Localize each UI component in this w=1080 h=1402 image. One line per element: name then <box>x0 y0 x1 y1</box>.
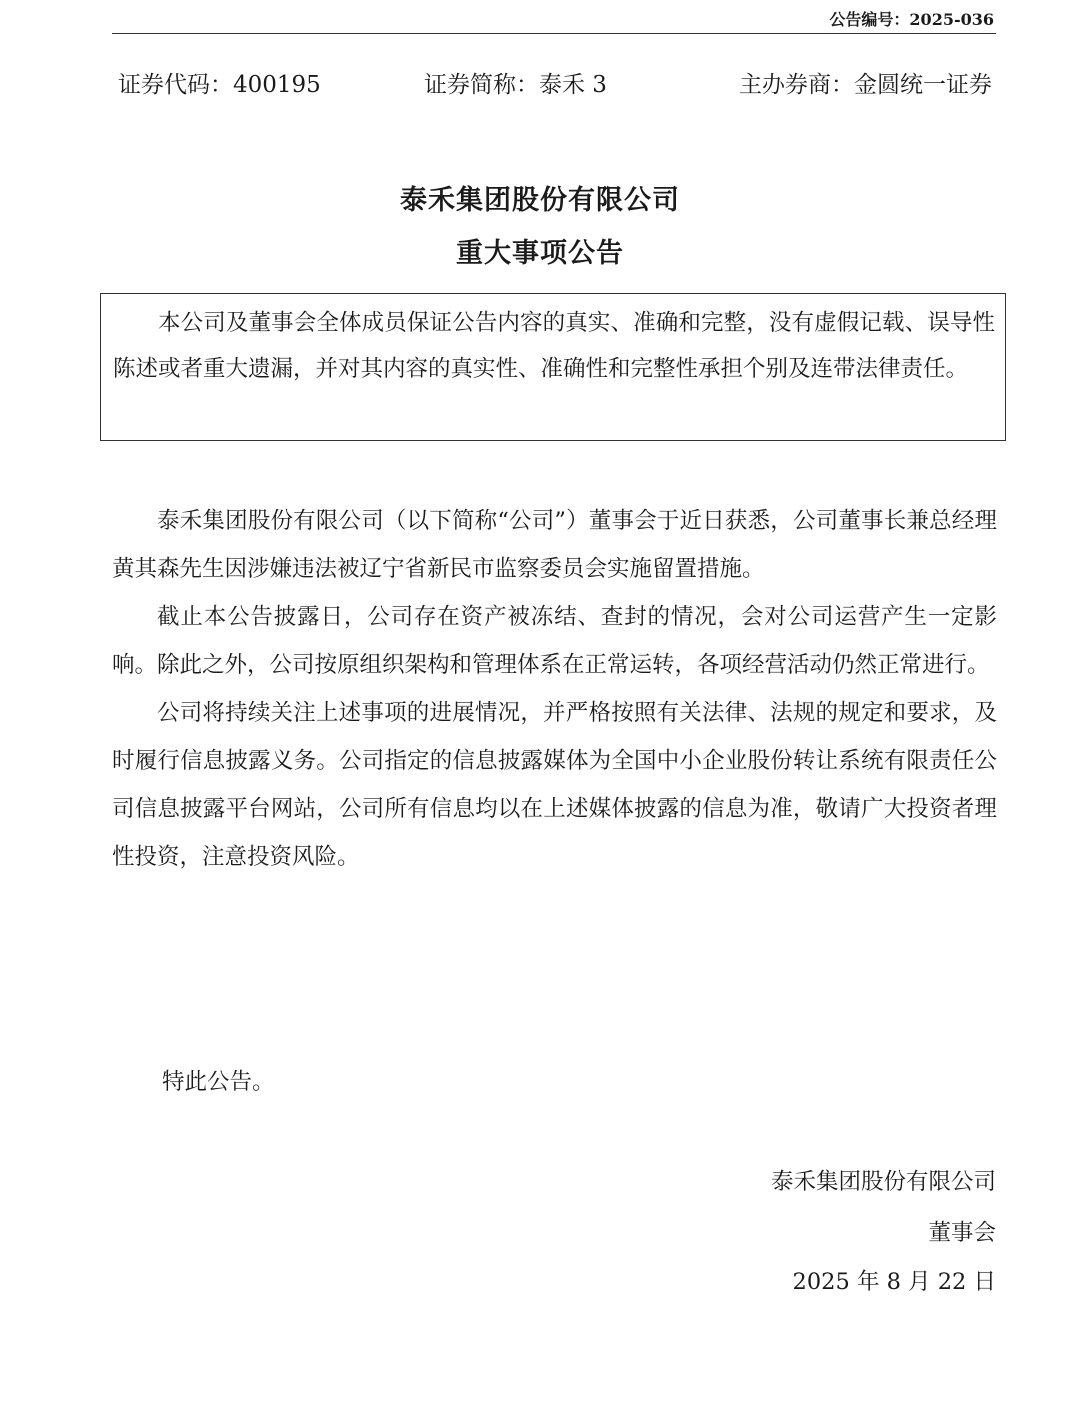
signature-company: 泰禾集团股份有限公司 <box>770 1169 996 1195</box>
security-short-name: 证券简称：泰禾 3 <box>424 72 607 98</box>
signature-date: 2025 年 8 月 22 日 <box>792 1269 996 1295</box>
sponsor-broker: 主办券商：金圆统一证券 <box>739 72 992 98</box>
header-divider <box>112 33 996 34</box>
declaration-box <box>100 293 1006 441</box>
body-paragraph: 泰禾集团股份有限公司（以下简称“公司”）董事会于近日获悉，公司董事长兼总经理黄其森先生因涉嫌违法被辽宁省新民市监察委员会实施留置措施。 <box>112 508 997 582</box>
announcement-body <box>112 497 997 881</box>
signature-board: 董事会 <box>928 1220 996 1246</box>
company-title: 泰禾集团股份有限公司 <box>400 185 680 216</box>
announcement-number: 公告编号：2025-036 <box>829 10 994 29</box>
announcement-title: 重大事项公告 <box>456 238 624 269</box>
body-paragraph: 公司将持续关注上述事项的进展情况，并严格按照有关法律、法规的规定和要求，及时履行信息披露义务。公司指定的信息披露媒体为全国中小企业股份转让系统有限责任公司信息披露平台网站，公司所有信息均以在上述媒体披露的信息为准，敬请广大投资者理性投资，注意投资风险。 <box>112 700 997 870</box>
declaration-text: 本公司及董事会全体成员保证公告内容的真实、准确和完整，没有虚假记载、误导性陈述或者重大遗漏，并对其内容的真实性、准确性和完整性承担个别及连带法律责任。 <box>113 310 995 382</box>
securities-info-row <box>118 68 996 102</box>
closing-remark: 特此公告。 <box>162 1069 275 1095</box>
security-code: 证券代码：400195 <box>118 72 321 98</box>
body-paragraph: 截止本公告披露日，公司存在资产被冻结、查封的情况，会对公司运营产生一定影响。除此之外，公司按原组织架构和管理体系在正常运转，各项经营活动仍然正常进行。 <box>112 604 997 678</box>
